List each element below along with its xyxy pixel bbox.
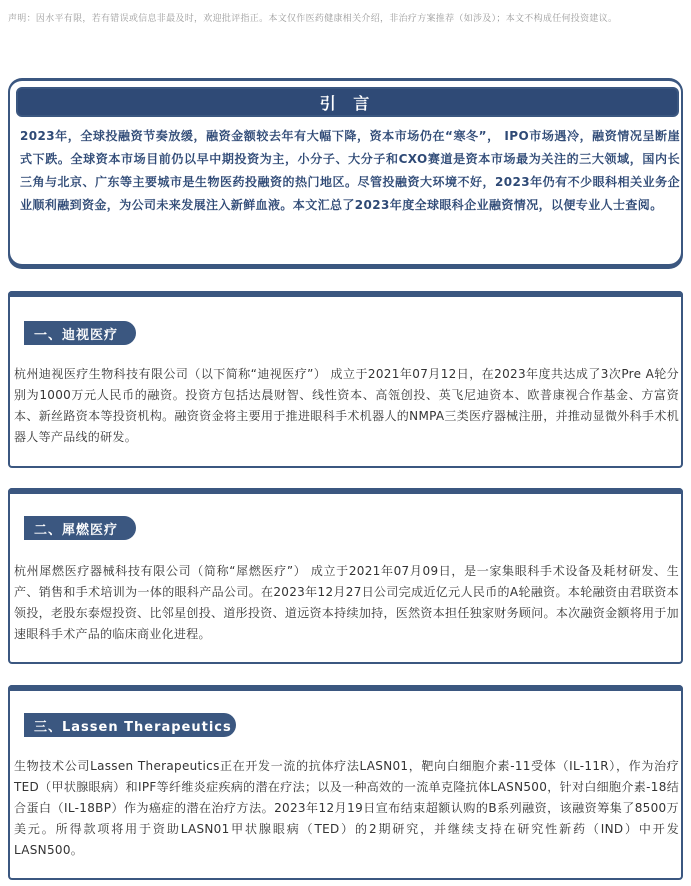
section-title bbox=[24, 516, 136, 540]
section-card-lassen bbox=[8, 685, 683, 880]
title-tab-decoration bbox=[121, 321, 145, 345]
section-title-label: 一、迪视医疗 bbox=[34, 327, 119, 343]
section-title-label: 二、犀燃医疗 bbox=[34, 522, 119, 538]
section-card-dishi bbox=[8, 291, 683, 468]
intro-title: 引 言 bbox=[16, 87, 679, 117]
section-body: 生物技术公司Lassen Therapeutics正在开发一流的抗体疗法LASN01，靶向白细胞介素-11受体（IL-11R），作为治疗TED（甲状腺眼病）和IPF等纤维炎症疾病的潜在疗法；以及一种高效的一流单克隆抗体LASN500，针对白细胞介素-18结合蛋白（IL-18BP）作为癌症的潜在治疗方法。2023年12月19日宣布结束超额认购的B系列融资，该融资筹集了8500万美元。所得款项将用于资助LASN01甲状腺眼病（TED）的2期研究，并继续支持在研究性新药（IND）中开发LASN500。 bbox=[14, 759, 679, 857]
intro-body: 2023年，全球投融资节奏放缓，融资金额较去年有大幅下降，资本市场仍在“寒冬”， IPO市场遇冷，融资情况呈断崖式下跌。全球资本市场目前仍以早中期投资为主，小分子、大分子和CXO赛道是资本市场最为关注的三大领域，国内长三角与北京、广东等主要城市是生物医药投融资的热门地区。尽管投融资大环境不好，2023年仍有不少眼科相关业务企业顺利融到资金，为公司未来发展注入新鲜血液。本文汇总了2023年度全球眼科企业融资情况，以便专业人士查阅。 bbox=[20, 129, 680, 212]
title-tab-decoration bbox=[121, 516, 145, 540]
disclaimer-text: 声明：因水平有限，若有错误或信息非最及时，欢迎批评指正。本文仅作医药健康相关介绍，非治疗方案推荐（如涉及）；本文不构成任何投资建议。 bbox=[8, 14, 618, 24]
section-card-xiran bbox=[8, 488, 683, 664]
section-body: 杭州犀燃医疗器械科技有限公司（简称“犀燃医疗”） 成立于2021年07月09日，是一家集眼科手术设备及耗材研发、生产、销售和手术培训为一体的眼科产品公司。在2023年12月27日公司完成近亿元人民币的A轮融资。本轮融资由君联资本领投，老股东泰煜投资、比邻星创投、道彤投资、道远资本持续加持，医然资本担任独家财务顾问。本次融资金额将用于加速眼科手术产品的临床商业化进程。 bbox=[14, 564, 679, 641]
section-title-label: 三、Lassen Therapeutics bbox=[34, 719, 232, 735]
intro-card bbox=[8, 78, 683, 266]
section-title bbox=[24, 713, 236, 737]
section-body: 杭州迪视医疗生物科技有限公司（以下简称“迪视医疗”） 成立于2021年07月12日，在2023年度共达成了3次Pre A轮分别为1000万元人民币的融资。投资方包括达晨财智、线性资本、高瓴创投、英飞尼迪资本、欧普康视合作基金、方富资本、新丝路资本等投资机构。融资资金将主要用于推进眼科手术机器人的NMPA三类医疗器械注册，并推动显微外科手术机器人等产品线的研发。 bbox=[14, 367, 679, 444]
section-title bbox=[24, 321, 136, 345]
